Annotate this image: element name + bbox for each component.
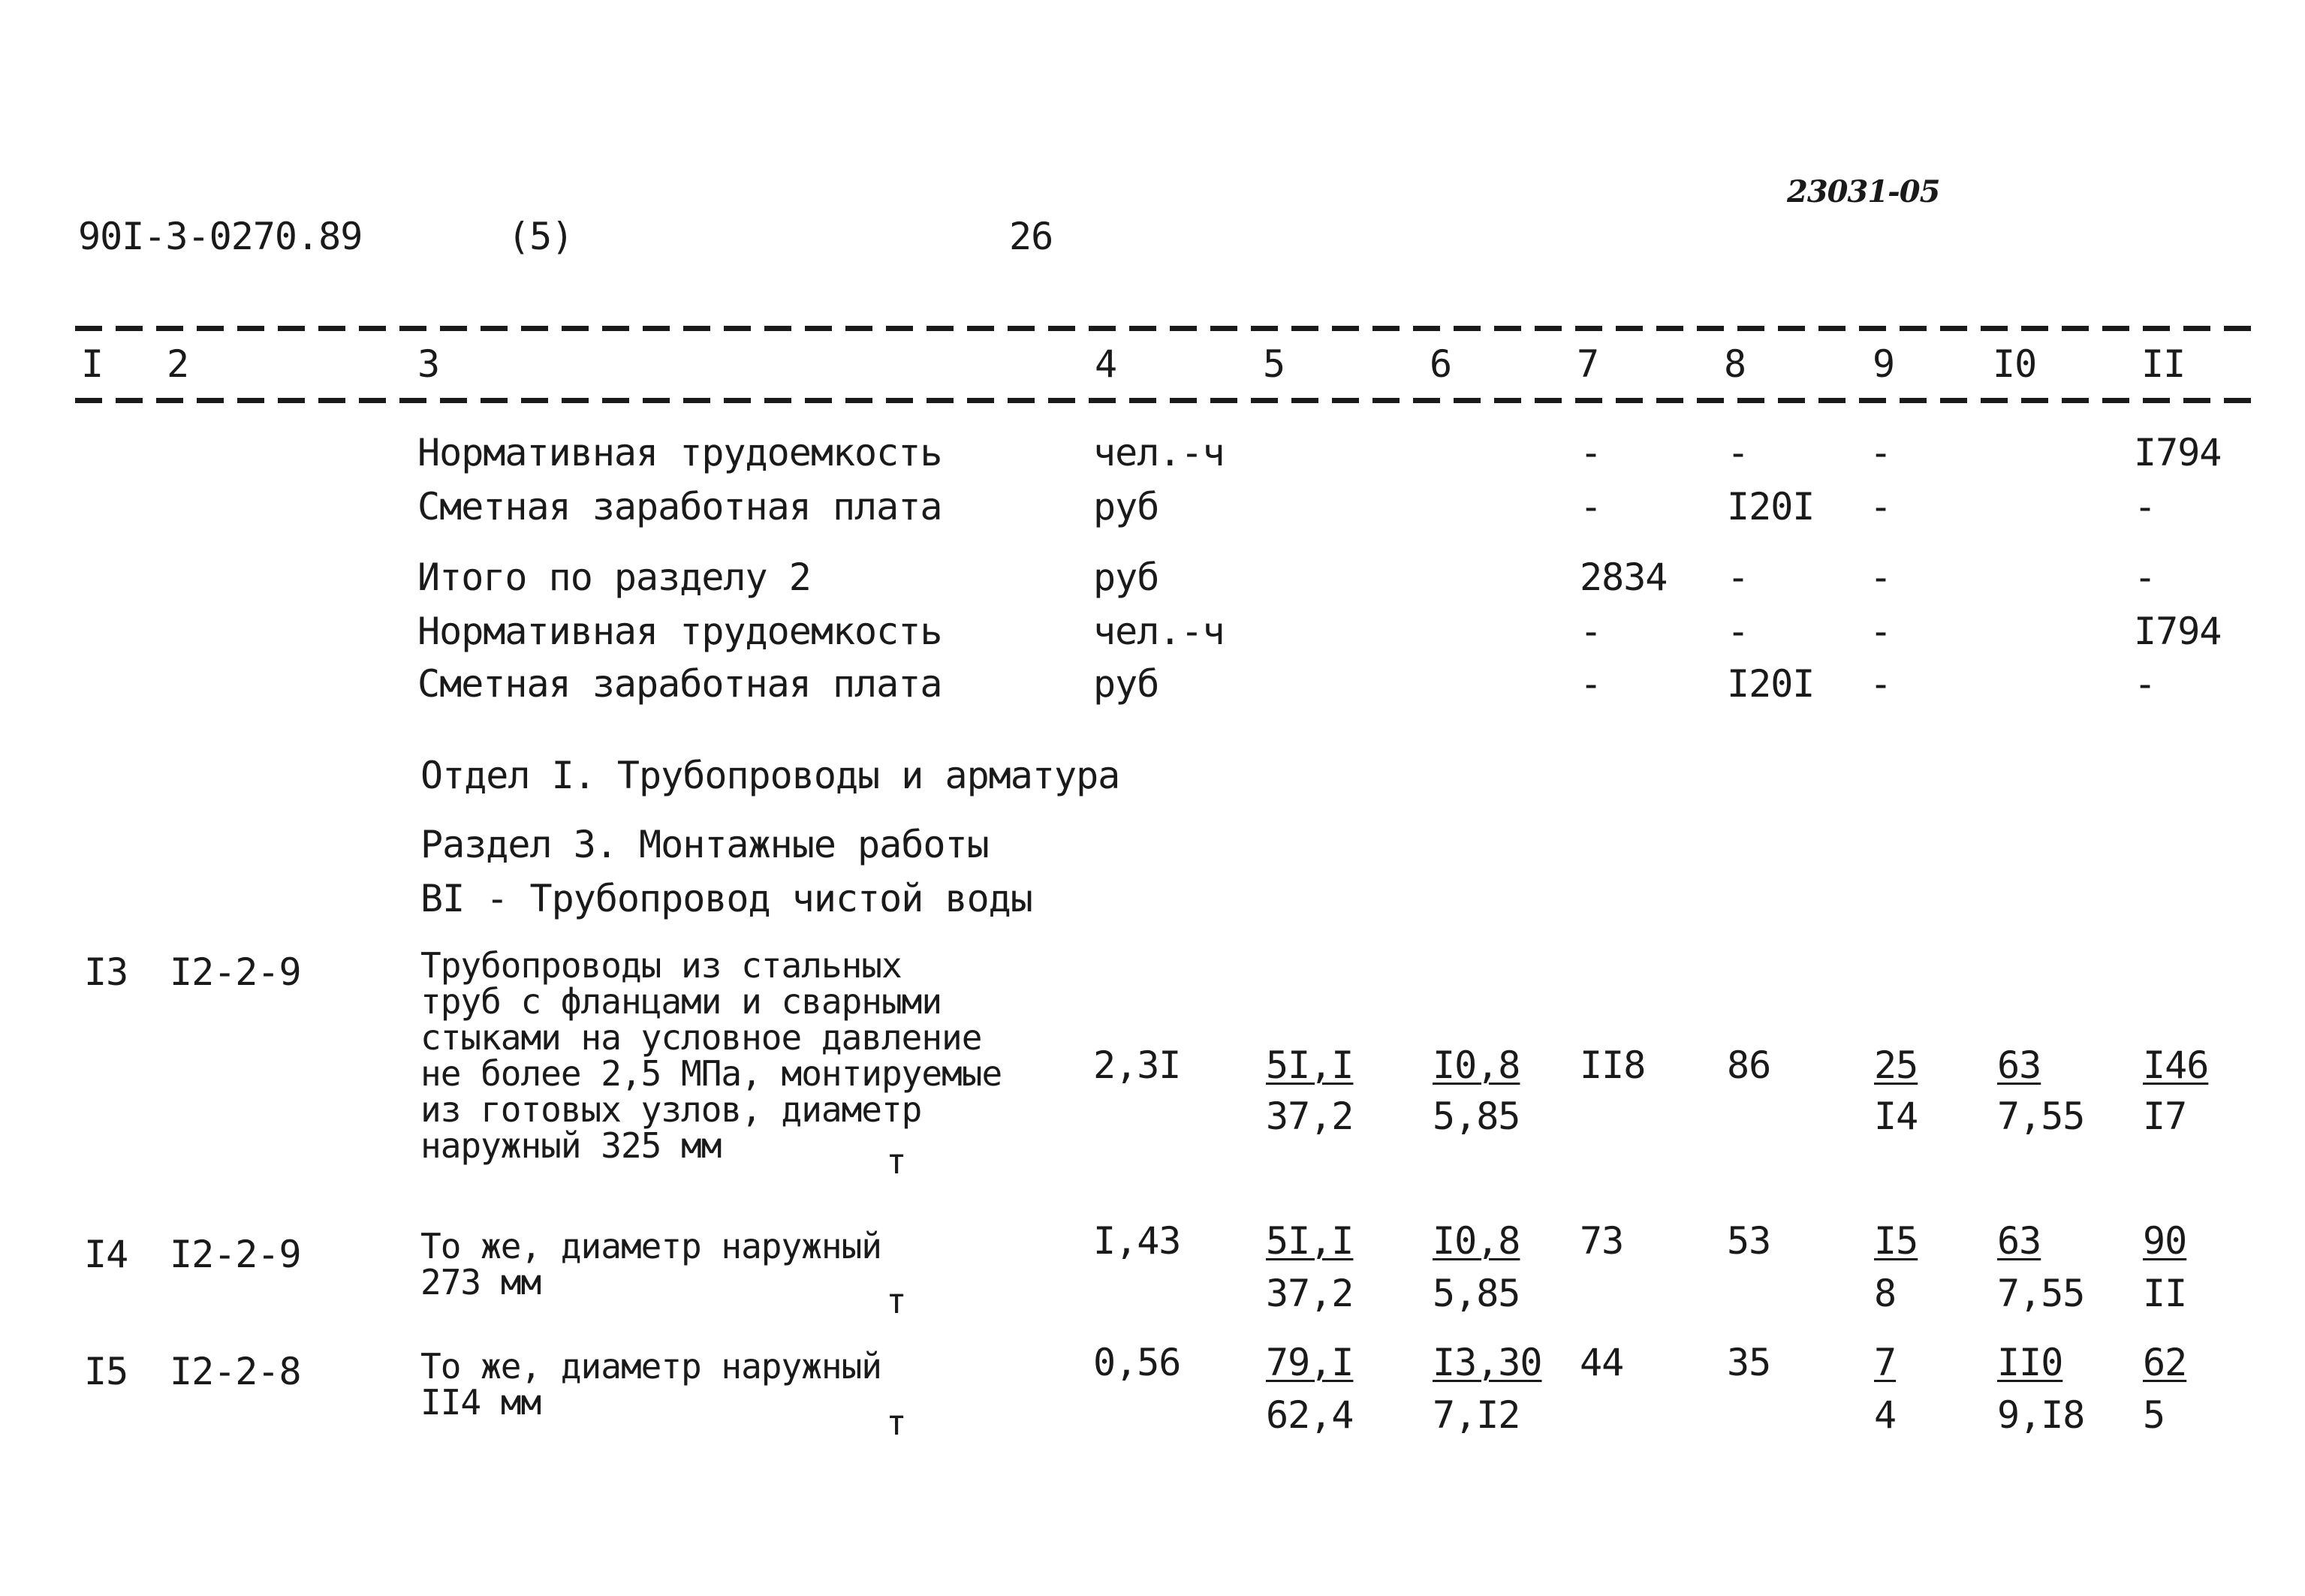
summary-col9: - — [1870, 556, 1892, 599]
col10-top: 63 — [1997, 1219, 2041, 1263]
item-unit: т — [886, 1402, 906, 1443]
summary-col11: I794 — [2134, 431, 2222, 474]
item-description: То же, диаметр наружный II4 мм — [420, 1346, 881, 1423]
summary-col8: I20I — [1727, 485, 1815, 528]
summary-col8: - — [1727, 610, 1749, 653]
item-unit: т — [886, 1141, 906, 1182]
column-header-11: II — [2141, 342, 2186, 386]
summary-col8: - — [1727, 556, 1749, 599]
col5-top: 5I,I — [1266, 1219, 1354, 1263]
col9-top: 25 — [1874, 1043, 1918, 1087]
summary-label: Итого по разделу 2 — [417, 556, 811, 599]
col9-bottom: 8 — [1874, 1272, 1897, 1315]
col5-bottom: 62,4 — [1266, 1393, 1354, 1437]
summary-col11: - — [2134, 485, 2156, 528]
column-header-10: I0 — [1993, 342, 2037, 386]
col11-bottom: I7 — [2143, 1095, 2187, 1138]
col11-top: 90 — [2143, 1219, 2187, 1263]
column-header-9: 9 — [1873, 342, 1895, 386]
summary-col11: - — [2134, 662, 2156, 706]
summary-label: Сметная заработная плата — [417, 485, 942, 528]
col10-bottom: 7,55 — [1997, 1095, 2085, 1138]
col9-bottom: I4 — [1874, 1095, 1918, 1138]
summary-col8: - — [1727, 431, 1749, 474]
item-number: I4 — [84, 1233, 128, 1276]
table-rule-top — [75, 326, 2252, 331]
col11-top: 62 — [2143, 1341, 2187, 1384]
col9-top: 7 — [1874, 1341, 1897, 1384]
summary-col9: - — [1870, 662, 1892, 706]
col6-bottom: 7,I2 — [1433, 1393, 1520, 1437]
summary-unit: чел.-ч — [1093, 610, 1225, 653]
summary-col7: 2834 — [1580, 556, 1668, 599]
summary-col11: - — [2134, 556, 2156, 599]
item-number: I3 — [84, 950, 128, 994]
column-header-7: 7 — [1577, 342, 1599, 386]
col8-value: 53 — [1727, 1219, 1771, 1263]
col8-value: 35 — [1727, 1341, 1771, 1384]
column-header-1: I — [81, 342, 104, 386]
item-quantity: I,43 — [1093, 1219, 1181, 1263]
col7-value: 44 — [1580, 1341, 1624, 1384]
column-header-5: 5 — [1263, 342, 1285, 386]
subsection-heading: BI - Трубопровод чистой воды — [420, 877, 1032, 920]
col5-top: 79,I — [1266, 1341, 1354, 1384]
col6-top: I0,8 — [1433, 1043, 1520, 1087]
col6-bottom: 5,85 — [1433, 1272, 1520, 1315]
col10-bottom: 9,I8 — [1997, 1393, 2085, 1437]
item-unit: т — [886, 1281, 906, 1321]
table-rule-bottom — [75, 398, 2252, 403]
section-heading: Раздел 3. Монтажные работы — [420, 823, 989, 866]
summary-unit: чел.-ч — [1093, 431, 1225, 474]
column-header-4: 4 — [1095, 342, 1117, 386]
summary-col9: - — [1870, 431, 1892, 474]
summary-label: Сметная заработная плата — [417, 662, 942, 706]
summary-col8: I20I — [1727, 662, 1815, 706]
col7-value: II8 — [1580, 1043, 1646, 1087]
summary-unit: руб — [1093, 662, 1159, 706]
col9-top: I5 — [1874, 1219, 1918, 1263]
item-quantity: 0,56 — [1093, 1341, 1181, 1384]
item-code: I2-2-8 — [170, 1350, 301, 1393]
handwritten-note: 23031-05 — [1787, 174, 1940, 209]
item-description: Трубопроводы из стальных труб с фланцами и сварными стыками на условное давление не более 2,5 МПа, монтируемые из готовых узлов, диаметр наружный 325 мм — [420, 945, 1002, 1166]
column-header-8: 8 — [1724, 342, 1746, 386]
summary-col9: - — [1870, 485, 1892, 528]
col5-bottom: 37,2 — [1266, 1272, 1354, 1315]
col10-bottom: 7,55 — [1997, 1272, 2085, 1315]
col6-bottom: 5,85 — [1433, 1095, 1520, 1138]
col5-top: 5I,I — [1266, 1043, 1354, 1087]
item-number: I5 — [84, 1350, 128, 1393]
item-code: I2-2-9 — [170, 950, 301, 994]
summary-unit: руб — [1093, 556, 1159, 599]
column-header-2: 2 — [167, 342, 189, 386]
col11-top: I46 — [2143, 1043, 2209, 1087]
col6-top: I3,30 — [1433, 1341, 1542, 1384]
document-part: (5) — [508, 215, 574, 258]
col11-bottom: II — [2143, 1272, 2187, 1315]
col8-value: 86 — [1727, 1043, 1771, 1087]
summary-col9: - — [1870, 610, 1892, 653]
summary-col11: I794 — [2134, 610, 2222, 653]
summary-label: Нормативная трудоемкость — [417, 610, 942, 653]
document-code: 90I-3-0270.89 — [78, 215, 363, 258]
col6-top: I0,8 — [1433, 1219, 1520, 1263]
page-number: 26 — [1009, 215, 1053, 258]
summary-label: Нормативная трудоемкость — [417, 431, 942, 474]
summary-col7: - — [1580, 485, 1602, 528]
column-header-6: 6 — [1430, 342, 1452, 386]
summary-col7: - — [1580, 431, 1602, 474]
column-header-3: 3 — [417, 342, 440, 386]
col9-bottom: 4 — [1874, 1393, 1897, 1437]
col10-top: 63 — [1997, 1043, 2041, 1087]
col10-top: II0 — [1997, 1341, 2063, 1384]
item-quantity: 2,3I — [1093, 1043, 1181, 1087]
item-code: I2-2-9 — [170, 1233, 301, 1276]
item-description: То же, диаметр наружный 273 мм — [420, 1226, 881, 1302]
col5-bottom: 37,2 — [1266, 1095, 1354, 1138]
col11-bottom: 5 — [2143, 1393, 2165, 1437]
summary-col7: - — [1580, 662, 1602, 706]
summary-col7: - — [1580, 610, 1602, 653]
summary-unit: руб — [1093, 485, 1159, 528]
department-heading: Отдел I. Трубопроводы и арматура — [420, 754, 1120, 797]
col7-value: 73 — [1580, 1219, 1624, 1263]
